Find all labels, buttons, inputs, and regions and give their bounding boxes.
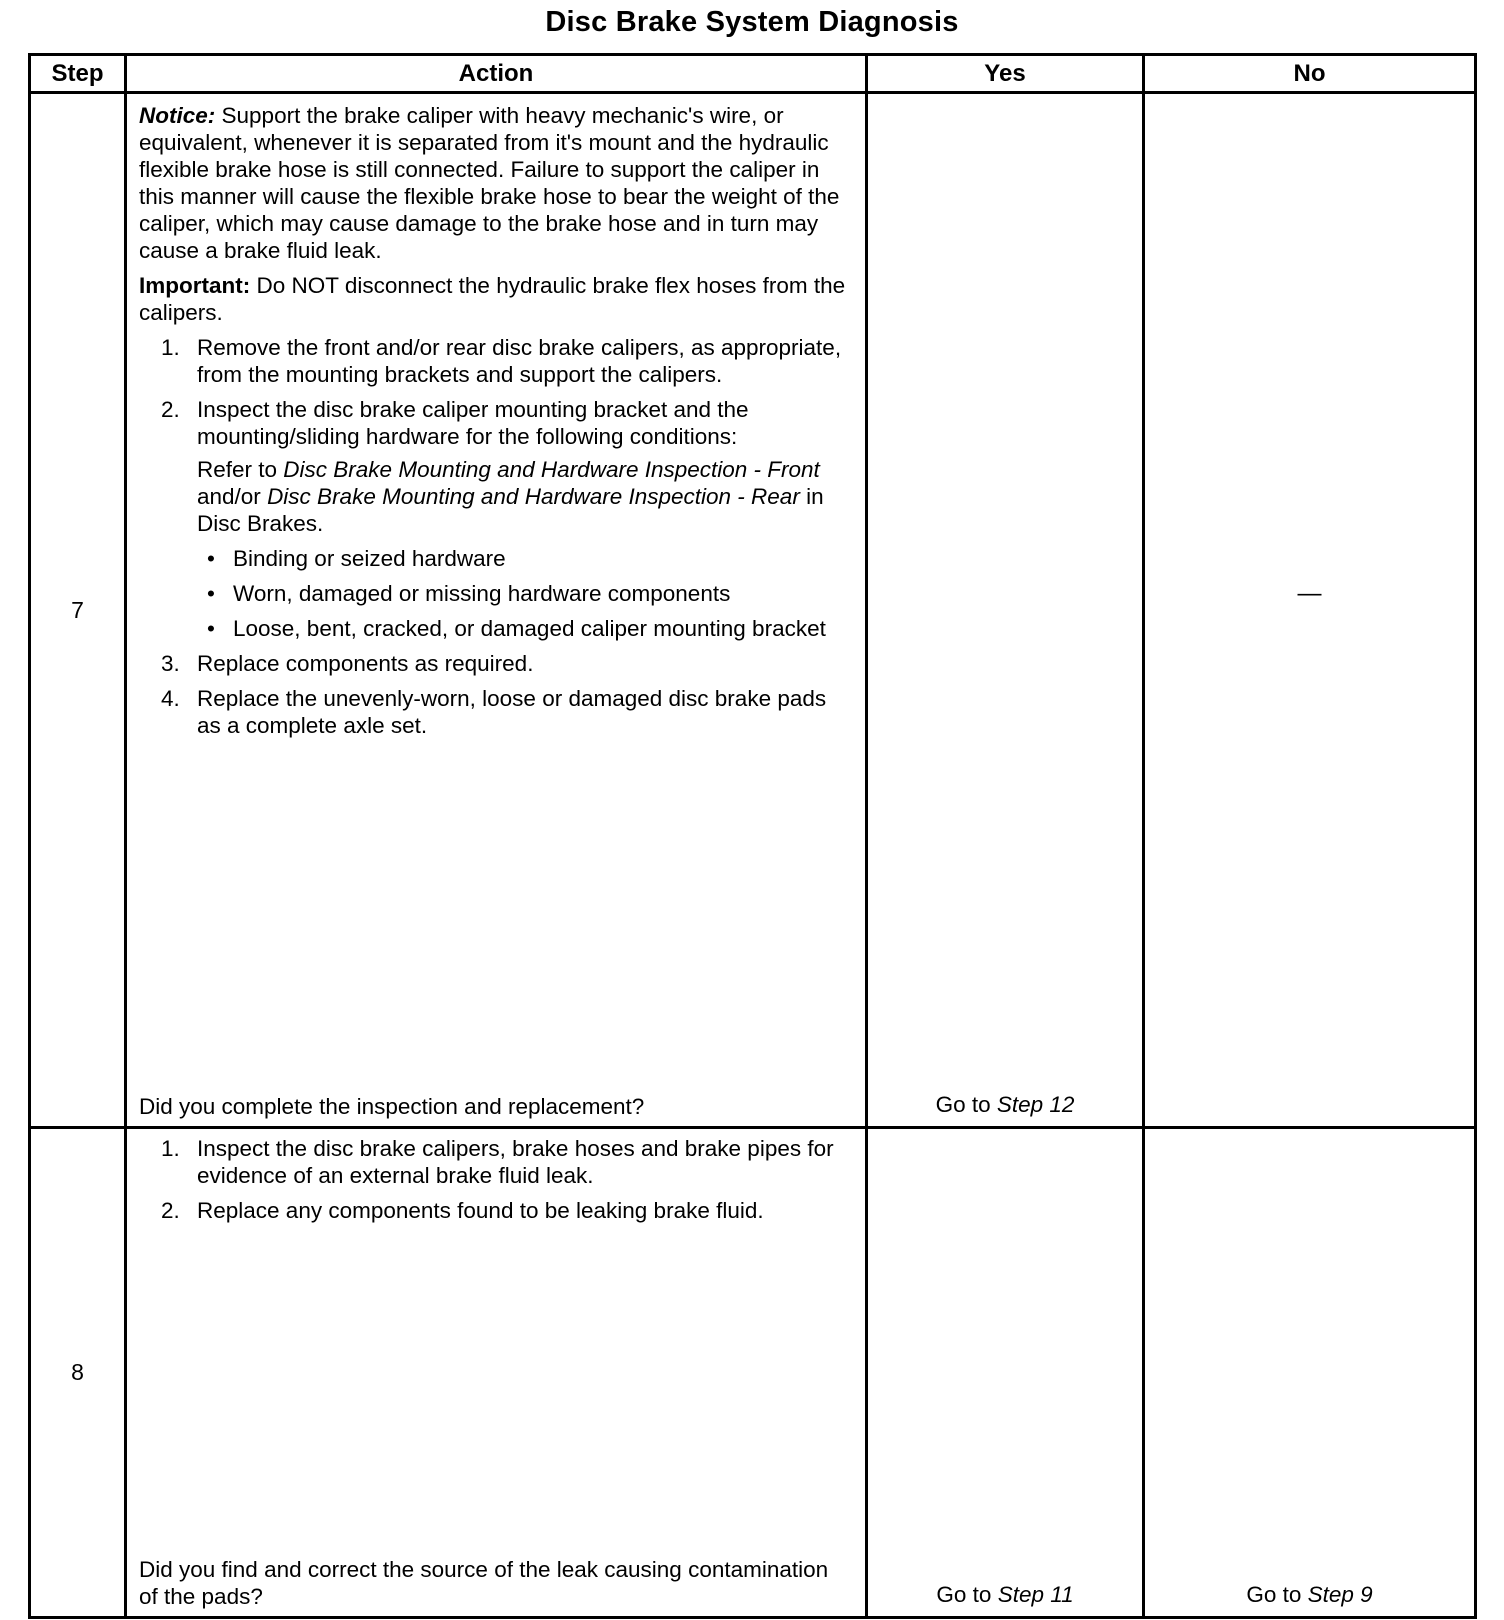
page-title: Disc Brake System Diagnosis xyxy=(545,6,959,38)
conditions-list xyxy=(197,545,847,642)
bullet-text: Worn, damaged or missing hardware components xyxy=(233,581,731,606)
question-text: Did you find and correct the source of the leak causing contamination of the pads? xyxy=(139,1557,829,1609)
list-item-number: 4. xyxy=(161,686,180,711)
refer-link-rear[interactable]: Disc Brake Mounting and Hardware Inspection - Rear xyxy=(267,484,800,509)
list-item xyxy=(197,615,847,642)
refer-suffix: in Disc Brakes. xyxy=(197,484,824,536)
no-cell xyxy=(1144,1128,1476,1618)
no-cell xyxy=(1144,93,1476,1128)
list-item-number: 1. xyxy=(161,335,180,360)
header-row xyxy=(30,55,1476,93)
bullet-text: Loose, bent, cracked, or damaged caliper mounting bracket xyxy=(233,616,826,641)
goto-prefix: Go to xyxy=(935,1092,997,1117)
bullet-icon: • xyxy=(207,546,215,571)
header-action: Action xyxy=(126,55,867,93)
action-cell xyxy=(126,1128,867,1618)
list-item xyxy=(197,545,847,572)
step-number: 8 xyxy=(30,1128,126,1618)
action-cell xyxy=(126,93,867,1128)
goto-step: Step 9 xyxy=(1307,1582,1373,1607)
header-no: No xyxy=(1144,55,1476,93)
list-item xyxy=(139,1135,847,1189)
question-text: Did you complete the inspection and replacement? xyxy=(139,1094,645,1119)
goto-prefix: Go to xyxy=(936,1582,998,1607)
table-row-step-7 xyxy=(30,93,1476,1128)
goto-prefix: Go to xyxy=(1246,1582,1308,1607)
yes-cell xyxy=(867,1128,1144,1618)
bullet-icon: • xyxy=(207,616,215,641)
procedure-list xyxy=(139,334,847,739)
list-item-number: 3. xyxy=(161,651,180,676)
goto-step: Step 12 xyxy=(996,1092,1075,1117)
yes-goto-link[interactable] xyxy=(868,1582,1142,1608)
notice-text: Support the brake caliper with heavy mechanic's wire, or equivalent, whenever it is separated from it's mount and the hydraulic flexible brake hose is still connected. Failure to support the caliper in this manner will cause the flexible brake hose to bear the weight of the caliper, which may cause damage to the brake hose and in turn may cause a brake fluid leak. xyxy=(139,103,840,263)
list-item xyxy=(139,650,847,677)
no-answer-dash: — xyxy=(1297,580,1322,607)
list-item-number: 2. xyxy=(161,1198,180,1223)
table-row-step-8 xyxy=(30,1128,1476,1618)
list-item xyxy=(139,334,847,388)
yes-goto-link[interactable] xyxy=(868,1092,1142,1118)
list-item-number: 2. xyxy=(161,397,180,422)
yes-cell xyxy=(867,93,1144,1128)
important-text: Do NOT disconnect the hydraulic brake flex hoses from the calipers. xyxy=(139,273,846,325)
list-item xyxy=(139,396,847,642)
list-item xyxy=(139,685,847,739)
list-item-text: Inspect the disc brake calipers, brake hoses and brake pipes for evidence of an external brake fluid leak. xyxy=(197,1136,834,1188)
header-yes: Yes xyxy=(867,55,1144,93)
no-goto-link[interactable] xyxy=(1145,1582,1474,1608)
notice-label: Notice: xyxy=(139,103,216,128)
list-item-text: Inspect the disc brake caliper mounting bracket and the mounting/sliding hardware for the following conditions: xyxy=(197,397,749,449)
refer-paragraph xyxy=(197,456,847,537)
header-step: Step xyxy=(30,55,126,93)
list-item-text: Replace the unevenly-worn, loose or damaged disc brake pads as a complete axle set. xyxy=(197,686,827,738)
diagnosis-table xyxy=(28,53,1477,1619)
notice-paragraph xyxy=(139,102,847,264)
step-number: 7 xyxy=(30,93,126,1128)
list-item-number: 1. xyxy=(161,1136,180,1161)
bullet-icon: • xyxy=(207,581,215,606)
goto-step: Step 11 xyxy=(997,1582,1074,1607)
refer-link-front[interactable]: Disc Brake Mounting and Hardware Inspection - Front xyxy=(283,457,820,482)
bullet-text: Binding or seized hardware xyxy=(233,546,506,571)
refer-prefix: Refer to xyxy=(197,457,284,482)
procedure-list xyxy=(139,1135,847,1224)
list-item-text: Replace components as required. xyxy=(197,651,534,676)
refer-mid: and/or xyxy=(197,484,268,509)
important-label: Important: xyxy=(139,273,251,298)
list-item-text: Remove the front and/or rear disc brake calipers, as appropriate, from the mounting brackets and support the calipers. xyxy=(197,335,842,387)
important-paragraph xyxy=(139,272,847,326)
list-item xyxy=(197,580,847,607)
list-item-text: Replace any components found to be leaking brake fluid. xyxy=(197,1198,764,1223)
list-item xyxy=(139,1197,847,1224)
